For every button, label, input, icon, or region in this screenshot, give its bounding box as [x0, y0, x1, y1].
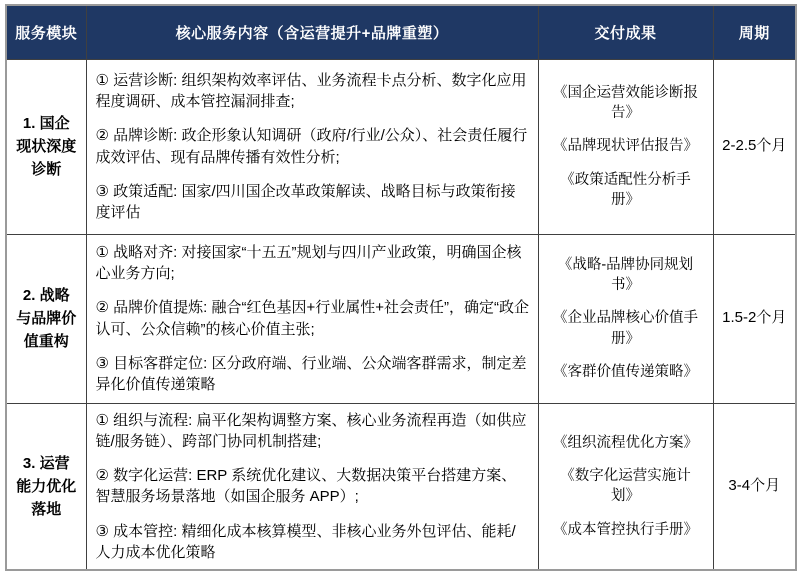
service-item: ② 品牌价值提炼: 融合“红色基因+行业属性+社会责任”，确定“政企认可、公众信赖”的核心价值主张; [95, 299, 529, 338]
deliverables-cell [538, 234, 713, 403]
content-cell [86, 59, 538, 234]
service-item: ③ 政策适配: 国家/四川国企改革政策解读、战略目标与政策衔接度评估 [95, 182, 516, 222]
deliverable-item: 《数字化运营实施计划》 [560, 468, 691, 505]
table-row [6, 403, 796, 570]
service-item: ① 战略对齐: 对接国家“十五五”规划与四川产业政策，明确国企核心业务方向; [95, 243, 522, 282]
header-deliverables: 交付成果 [538, 5, 713, 59]
deliverable-item: 《品牌现状评估报告》 [553, 138, 698, 155]
content-cell [86, 403, 538, 570]
table-row [6, 59, 796, 234]
services-table [5, 4, 797, 571]
deliverable-item: 《政策适配性分析手册》 [560, 171, 691, 208]
service-item: ② 品牌诊断: 政企形象认知调研（政府/行业/公众）、社会责任履行成效评估、现有品牌传播有效性分析; [95, 127, 528, 166]
service-item: ① 组织与流程: 扁平化架构调整方案、核心业务流程再造（如供应链/服务链）、跨部门协同机制搭建; [95, 411, 527, 450]
table-row [6, 234, 796, 403]
service-item: ① 运营诊断: 组织架构效率评估、业务流程卡点分析、数字化应用程度调研、成本管控漏洞排查; [95, 71, 527, 110]
content-cell [86, 234, 538, 403]
header-core-content: 核心服务内容（含运营提升+品牌重塑） [86, 5, 538, 59]
deliverable-item: 《组织流程优化方案》 [553, 434, 698, 451]
period-cell: 3-4个月 [713, 403, 796, 570]
deliverable-item: 《国企运营效能诊断报告》 [553, 84, 698, 122]
period-cell: 1.5-2个月 [713, 234, 796, 403]
service-item: ③ 目标客群定位: 区分政府端、行业端、公众端客群需求，制定差异化价值传递策略 [95, 354, 527, 394]
deliverables-cell [538, 403, 713, 570]
deliverable-item: 《战略-品牌协同规划书》 [557, 256, 694, 294]
deliverable-item: 《企业品牌核心价值手册》 [553, 310, 698, 347]
module-cell: 2. 战略与品牌价值重构 [6, 234, 86, 403]
table-header-row [6, 5, 796, 59]
deliverables-cell [538, 59, 713, 234]
header-service-module: 服务模块 [6, 5, 86, 59]
service-item: ② 数字化运营: ERP 系统优化建议、大数据决策平台搭建方案、智慧服务场景落地（如国企服务 APP）; [95, 467, 517, 506]
deliverable-item: 《成本管控执行手册》 [553, 521, 698, 538]
service-item: ③ 成本管控: 精细化成本核算模型、非核心业务外包评估、能耗/人力成本优化策略 [95, 522, 516, 561]
module-cell: 3. 运营能力优化落地 [6, 403, 86, 570]
header-period: 周期 [713, 5, 796, 59]
period-cell: 2-2.5个月 [713, 59, 796, 234]
deliverable-item: 《客群价值传递策略》 [553, 363, 698, 380]
module-cell: 1. 国企现状深度诊断 [6, 59, 86, 234]
